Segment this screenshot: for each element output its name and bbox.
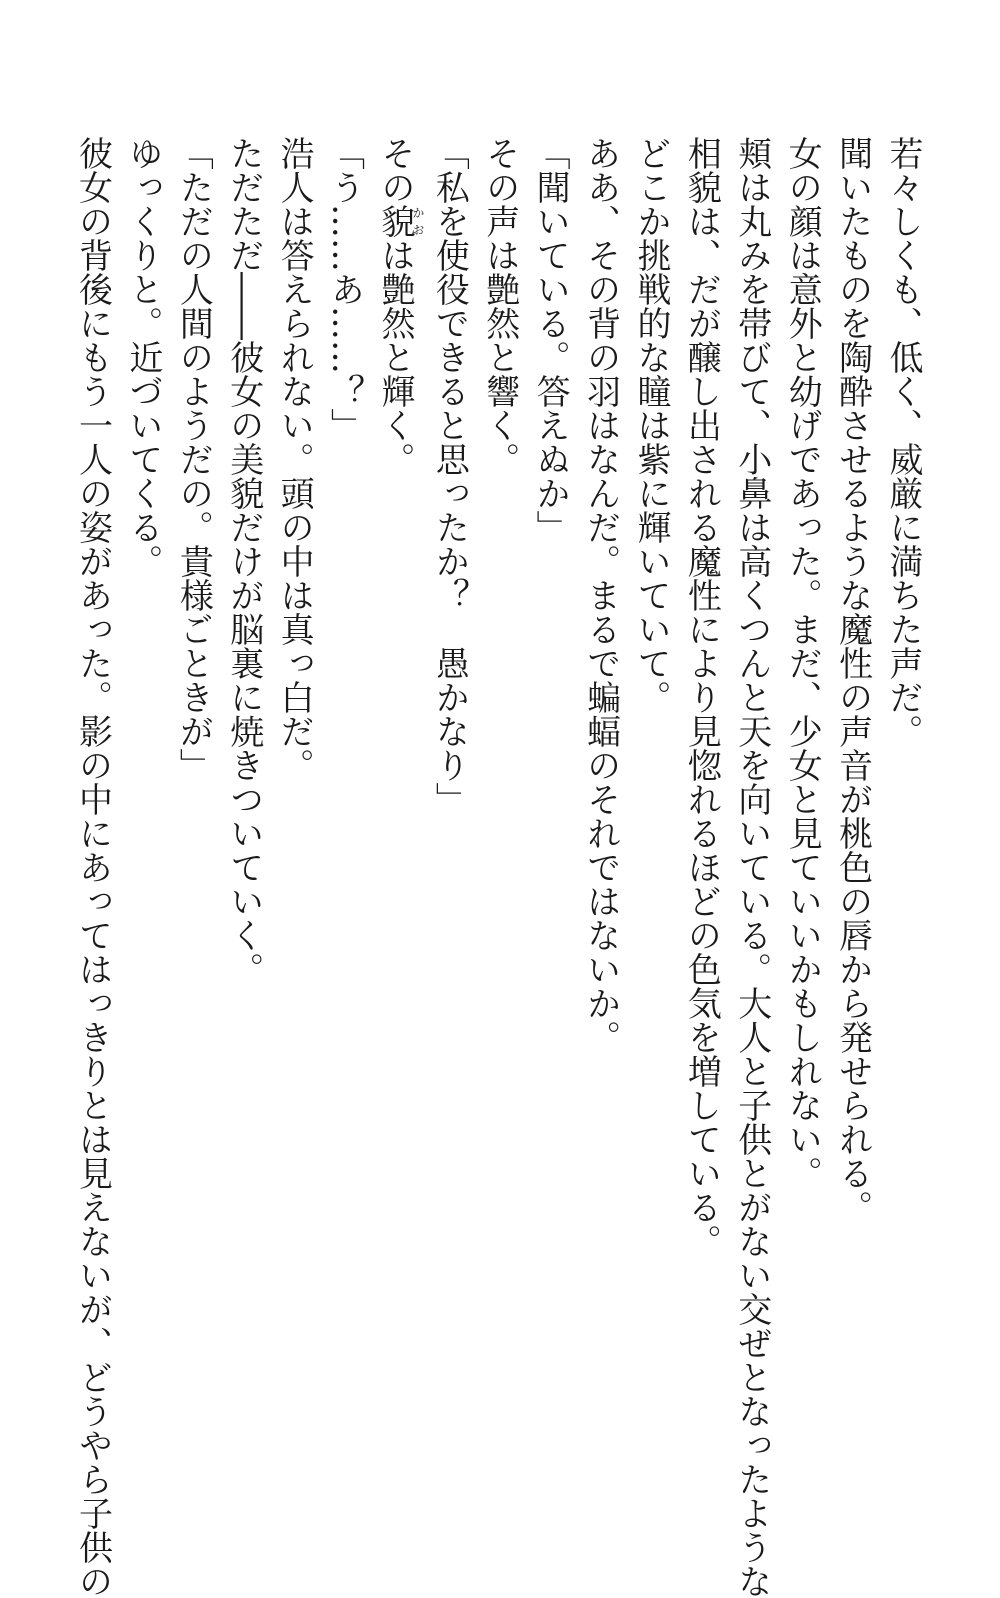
text-line: その声は艶然と響く。	[479, 136, 520, 476]
text-line: 頬は丸みを帯びて、小鼻は高くつんと天を向いている。大人と子供とがない交ぜとなったような	[731, 136, 772, 1598]
text-line: 彼女の背後にもう一人の姿があった。影の中にあってはっきりとは見えないが、どうやら子供の	[72, 136, 113, 1598]
text-line: ゆっくりと。近づいてくる。	[122, 136, 163, 578]
vertical-text-body	[58, 136, 928, 1598]
ruby-reading: かお	[410, 204, 425, 238]
ruby-base: 貌	[374, 204, 415, 238]
text-line: ああ、その背の羽はなんだ。まるで蝙蝠のそれではないか。	[580, 136, 621, 1054]
text-segment: は艶然と輝く。	[374, 238, 415, 476]
text-line: 女の顔は意外と幼げであった。まだ、少女と見ていいかもしれない。	[782, 136, 823, 1190]
text-line: 「私を使役できると思ったか？ 愚かなり」	[429, 136, 470, 816]
text-line-with-ruby	[370, 136, 424, 1396]
text-line: 浩人は答えられない。頭の中は真っ白だ。	[274, 136, 315, 782]
text-segment: その	[374, 136, 415, 204]
text-line: 相貌は、だが醸し出される魔性により見惚れるほどの色気を増している。	[681, 136, 722, 1258]
text-line: 若々しくも、低く、威厳に満ちた声だ。	[883, 136, 923, 748]
text-line: 「う……あ……？」	[324, 136, 365, 442]
ruby-annotation	[374, 204, 425, 238]
text-line: どこか挑戦的な瞳は紫に輝いていて。	[630, 136, 671, 714]
text-line: 「ただの人間のようだの。貴様ごときが」	[173, 136, 214, 782]
text-line: 「聞いている。答えぬか」	[530, 136, 571, 544]
text-line: 聞いたものを陶酔させるような魔性の声音が桃色の唇から発せられる。	[832, 136, 873, 1224]
text-line: ただただ――彼女の美貌だけが脳裏に焼きついていく。	[223, 136, 264, 986]
